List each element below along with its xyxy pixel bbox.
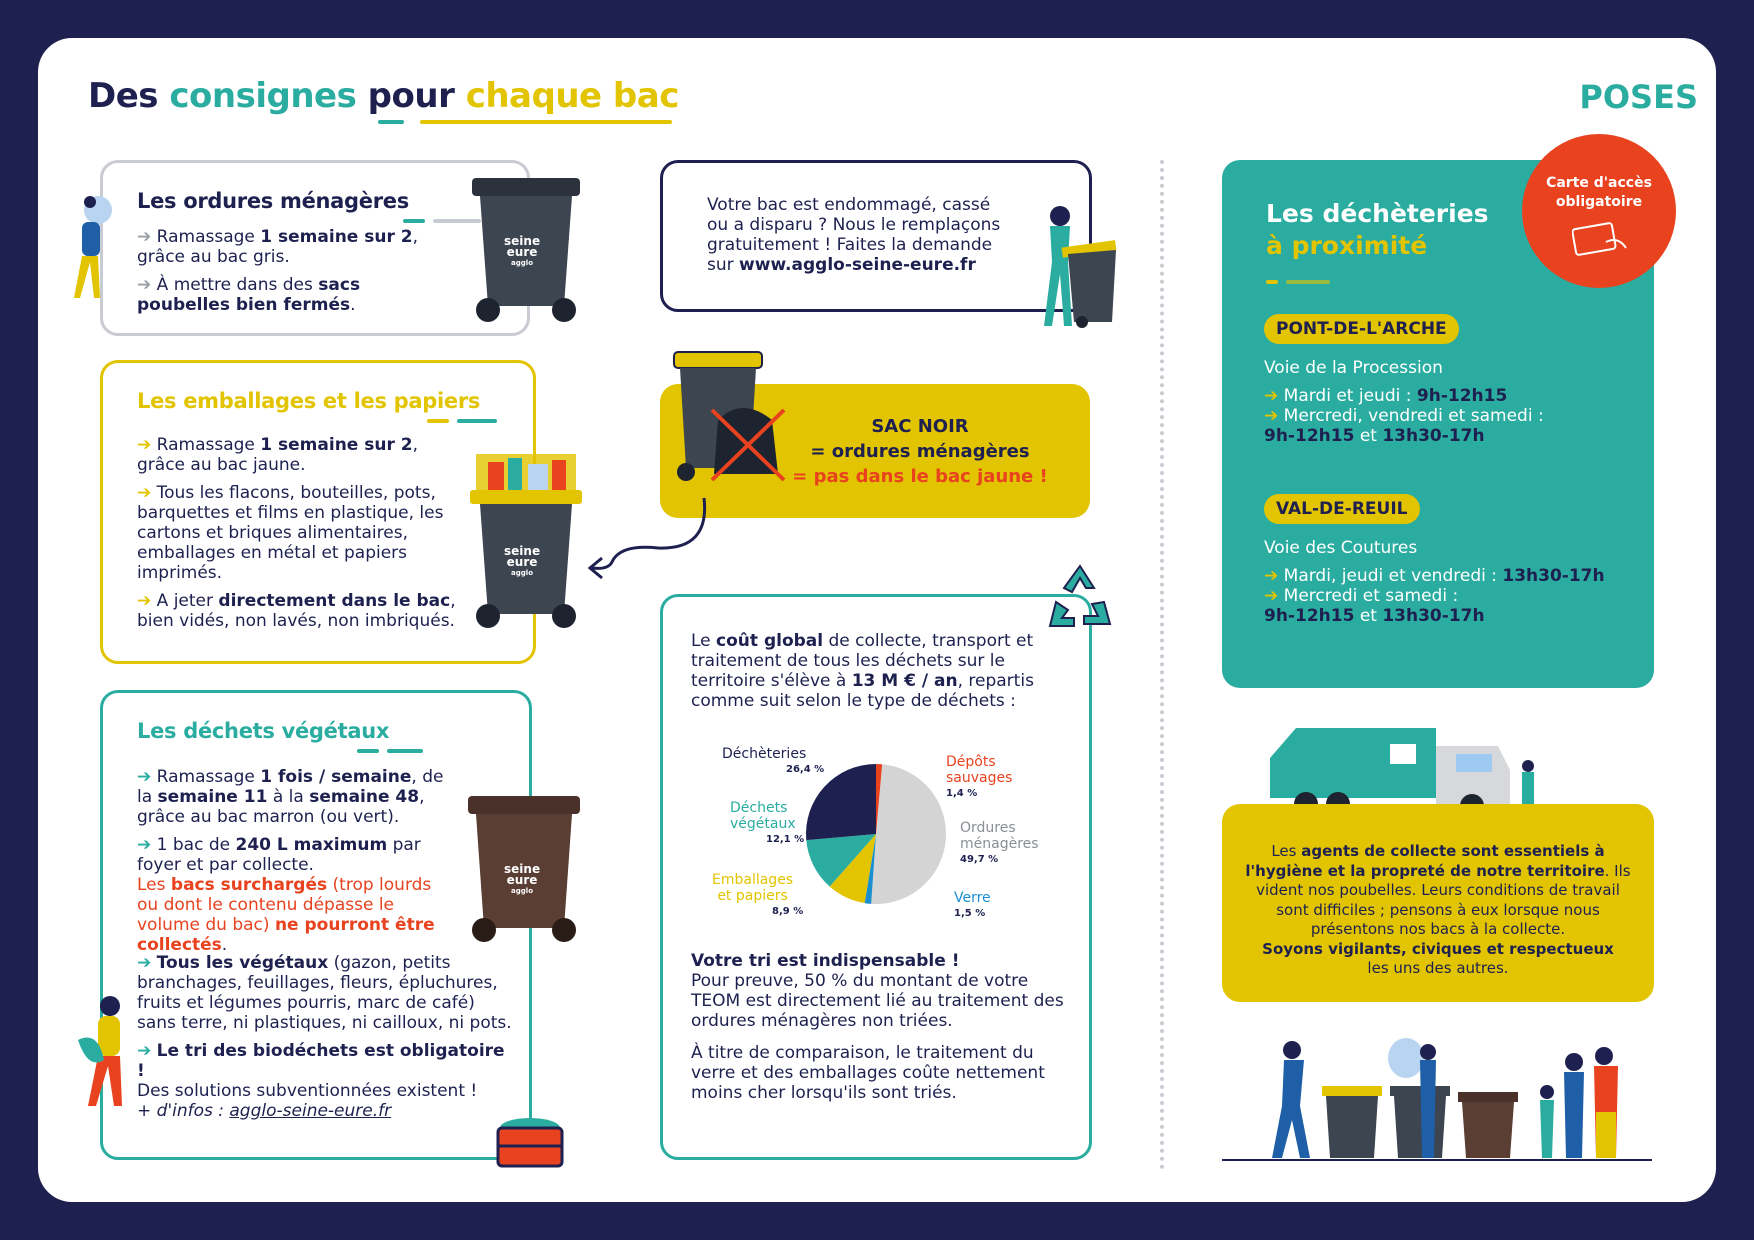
arrow-icon: ➔ xyxy=(137,953,152,973)
pie-label-emballages: Emballages et papiers xyxy=(712,872,794,904)
agglo-link[interactable]: agglo-seine-eure.fr xyxy=(229,1101,392,1121)
decheteries-underline-2 xyxy=(1286,280,1330,284)
pie-label-ordures: Ordures ménagères xyxy=(960,820,1039,852)
card-ordures-menageres xyxy=(100,160,530,336)
arrow-icon: ➔ xyxy=(1264,586,1279,606)
person-with-bin-illustration xyxy=(1028,204,1120,330)
pie-label-verre: Verre xyxy=(954,890,991,906)
ordures-underline-1 xyxy=(403,219,425,223)
bin-brand-logo: seine eure agglo xyxy=(504,234,541,267)
vegetaux-underline-1 xyxy=(357,749,379,753)
person-carrying-bag-illustration xyxy=(68,188,114,308)
arrow-icon: ➔ xyxy=(137,275,152,295)
people-and-bins-illustration xyxy=(1222,1036,1652,1164)
arrow-icon: ➔ xyxy=(137,435,152,455)
damaged-text: Votre bac est endommagé, cassé ou a disparu ? Nous le remplaçons gratuitement ! Faites la demande sur www.agglo-seine-eure.fr xyxy=(707,195,1001,275)
access-card-icon xyxy=(1572,222,1628,258)
pie-value-verre: 1,5 % xyxy=(954,908,986,919)
agglo-website-link[interactable]: www.agglo-seine-eure.fr xyxy=(739,255,976,275)
gardener-illustration xyxy=(68,990,138,1110)
compost-crate-illustration xyxy=(494,1110,566,1168)
decheteries-title: Les déchèteries à proximité xyxy=(1266,199,1489,260)
pie-slice-4 xyxy=(806,764,876,840)
pie-slice-0 xyxy=(871,764,946,904)
ordures-title: Les ordures ménagères xyxy=(137,189,409,213)
arrow-icon: ➔ xyxy=(137,227,152,247)
site-val-de-reuil: VAL-DE-REUIL Voie des Coutures ➔ Mardi, jeudi et vendredi : 13h30-17h ➔ Mercredi et samedi : 9h-12h15 et 13h30-17h xyxy=(1264,494,1624,626)
garbage-truck-illustration xyxy=(1266,714,1546,818)
vegetaux-text-2: ➔ Tous les végétaux (gazon, petits branchages, feuillages, fleurs, épluchures, fruits et légumes pourris, marc de café) sans terre, ni plastiques, ni cailloux, ni pots. ➔ Le tri des biodéchets est obligatoire ! Des solutions subventionnées existent ! + d'infos : agglo-seine-eure.fr xyxy=(137,953,512,1121)
emballages-underline-2 xyxy=(457,419,497,423)
location-title: POSES xyxy=(1579,78,1698,116)
ordures-text: ➔ Ramassage 1 semaine sur 2, grâce au bac gris. ➔ À mettre dans des sacs poubelles bien fermés. xyxy=(137,227,418,315)
pie-value-emballages: 8,9 % xyxy=(772,906,804,917)
curved-arrow-icon xyxy=(580,494,720,584)
vegetaux-underline-2 xyxy=(387,749,423,753)
pie-label-vegetaux: Déchets végétaux xyxy=(730,800,796,832)
pie-label-decheteries: Déchèteries xyxy=(722,746,807,762)
arrow-icon: ➔ xyxy=(1264,566,1279,586)
decheteries-underline-1 xyxy=(1266,280,1278,284)
emballages-underline-1 xyxy=(427,419,449,423)
column-separator xyxy=(1160,160,1164,1170)
agents-text: Les agents de collecte sont essentiels à l'hygiène et la propreté de notre territoire. Ils vident nos poubelles. Leurs conditions de travail sont difficiles ; pensons à eux lorsque nous présentons nos bacs à la collecte. Soyons vigilants, civiques et respectueux les uns des autres. xyxy=(1245,842,1631,977)
vegetaux-title: Les déchets végétaux xyxy=(137,719,390,743)
bin-brand-logo: seine eure agglo xyxy=(504,544,541,577)
site-name-badge: PONT-DE-L'ARCHE xyxy=(1264,314,1459,344)
black-bag-in-yellow-bin-crossed-illustration xyxy=(672,350,796,486)
pie-label-depots: Dépôts sauvages xyxy=(946,754,1013,786)
vegetaux-text: ➔ Ramassage 1 fois / semaine, de la semaine 11 à la semaine 48, grâce au bac marron (ou vert). ➔ 1 bac de 240 L maximum par foyer et par collecte. Les bacs surchargés (trop lourds ou dont le contenu dépasse le volume du bac) ne pourront être collectés. xyxy=(137,767,444,955)
pie-value-depots: 1,4 % xyxy=(946,788,978,799)
page-title: Des consignes pour chaque bac xyxy=(88,76,679,116)
emballages-title: Les emballages et les papiers xyxy=(137,389,481,413)
title-underline-yellow xyxy=(420,120,672,124)
pie-value-ordures: 49,7 % xyxy=(960,854,999,865)
emballages-text: ➔ Ramassage 1 semaine sur 2, grâce au bac jaune. ➔ Tous les flacons, bouteilles, pots, barquettes et films en plastique, les cartons et briques alimentaires, emballages en métal et papiers imprimés. ➔ A jeter directement dans le bac, bien vidés, non lavés, non imbriqués. xyxy=(137,435,456,631)
arrow-icon: ➔ xyxy=(1264,406,1279,426)
cost-conclusion: Votre tri est indispensable ! Pour preuve, 50 % du montant de votre TEOM est directement lié au traitement des ordures ménagères non triées. À titre de comparaison, le traitement du verre et des emballages coûte nettement moins cher lorsqu'ils sont triés. xyxy=(691,951,1064,1103)
site-name-badge: VAL-DE-REUIL xyxy=(1264,494,1420,524)
arrow-icon: ➔ xyxy=(137,767,152,787)
bin-brand-logo: seine eure agglo xyxy=(504,862,541,895)
cost-intro: Le coût global de collecte, transport et traitement de tous les déchets sur le territoire s'élève à 13 M € / an, repartis comme suit selon le type de déchets : xyxy=(691,631,1034,711)
arrow-icon: ➔ xyxy=(137,483,152,503)
arrow-icon: ➔ xyxy=(137,835,152,855)
sac-noir-text: SAC NOIR = ordures ménagères = pas dans le bac jaune ! xyxy=(792,416,1048,487)
yellow-bin-illustration xyxy=(468,452,584,630)
card-agents xyxy=(1222,804,1654,1002)
title-underline-teal xyxy=(378,120,404,124)
pie-value-vegetaux: 12,1 % xyxy=(766,834,805,845)
arrow-icon: ➔ xyxy=(137,591,152,611)
site-pont-de-larche: PONT-DE-L'ARCHE Voie de la Procession ➔ Mardi et jeudi : 9h-12h15 ➔ Mercredi, vendredi et samedi : 9h-12h15 et 13h30-17h xyxy=(1264,314,1624,446)
pie-value-decheteries: 26,4 % xyxy=(786,764,825,775)
access-card-badge: Carte d'accès obligatoire xyxy=(1522,134,1676,288)
arrow-icon: ➔ xyxy=(1264,386,1279,406)
arrow-icon: ➔ xyxy=(137,1041,152,1061)
